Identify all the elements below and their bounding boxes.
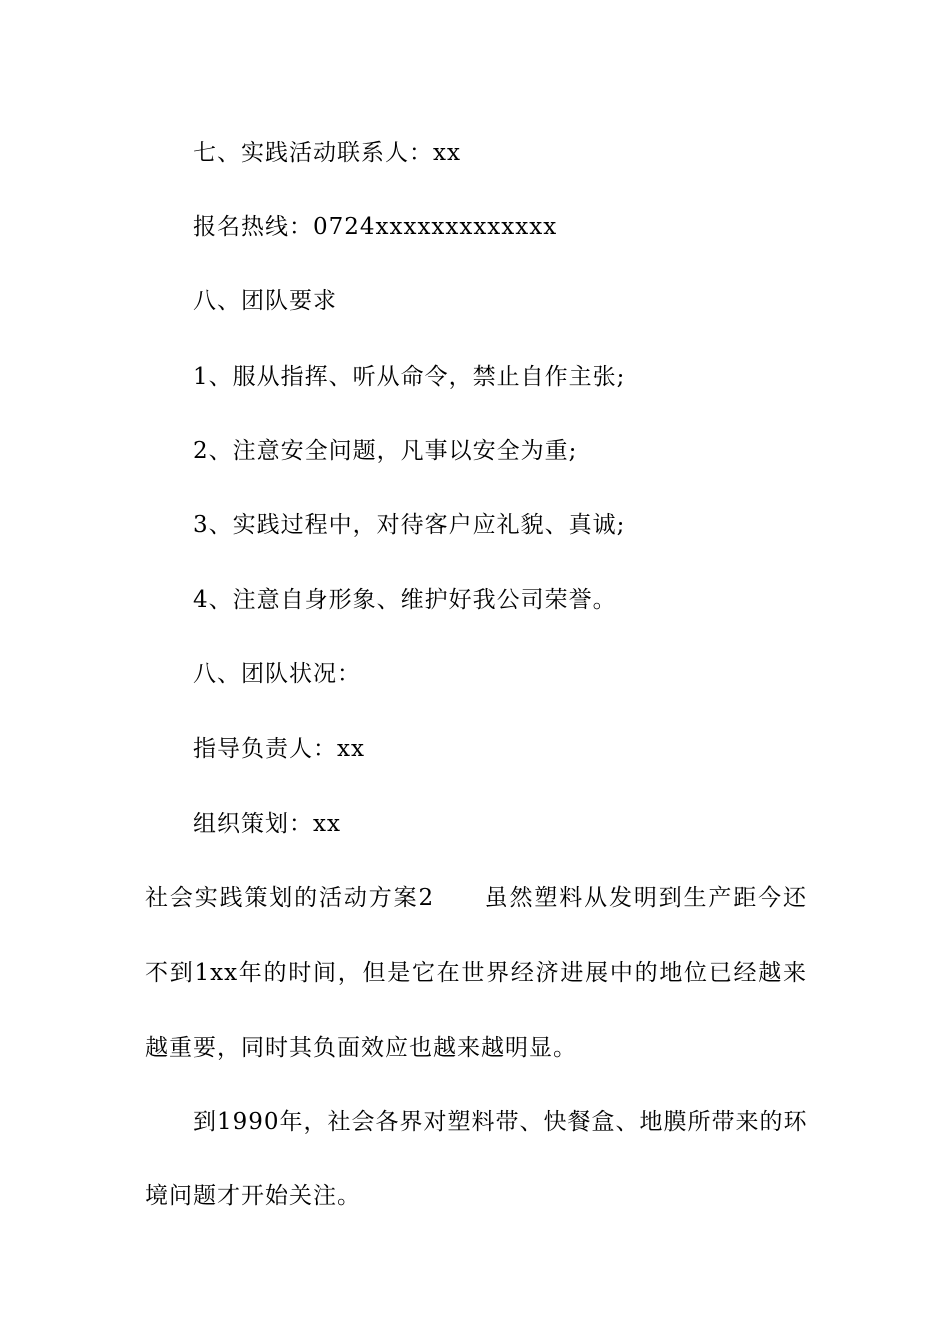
section-heading-team-status: 八、团队状况： [193,661,361,687]
paragraph-line: 越重要，同时其负面效应也越来越明显。 [145,1035,577,1061]
contact-person-line: 七、实践活动联系人：xx [193,140,461,166]
section-heading-team-requirements: 八、团队要求 [193,288,337,314]
requirement-item-3: 3、实践过程中，对待客户应礼貌、真诚; [193,512,626,538]
paragraph-line: 到1990年，社会各界对塑料带、快餐盒、地膜所带来的环 [193,1109,808,1135]
paragraph-line: 境问题才开始关注。 [145,1183,361,1209]
advisor-line: 指导负责人：xx [193,736,365,762]
requirement-item-1: 1、服从指挥、听从命令，禁止自作主张; [193,364,626,390]
organizer-line: 组织策划：xx [193,811,341,837]
paragraph-line: 不到1xx年的时间，但是它在世界经济进展中的地位已经越来 [145,960,807,986]
requirement-item-2: 2、注意安全问题，凡事以安全为重; [193,438,578,464]
hotline-line: 报名热线：0724xxxxxxxxxxxxx [193,214,558,240]
paragraph-line: 社会实践策划的活动方案2 虽然塑料从发明到生产距今还 [145,885,807,911]
requirement-item-4: 4、注意自身形象、维护好我公司荣誉。 [193,587,617,613]
